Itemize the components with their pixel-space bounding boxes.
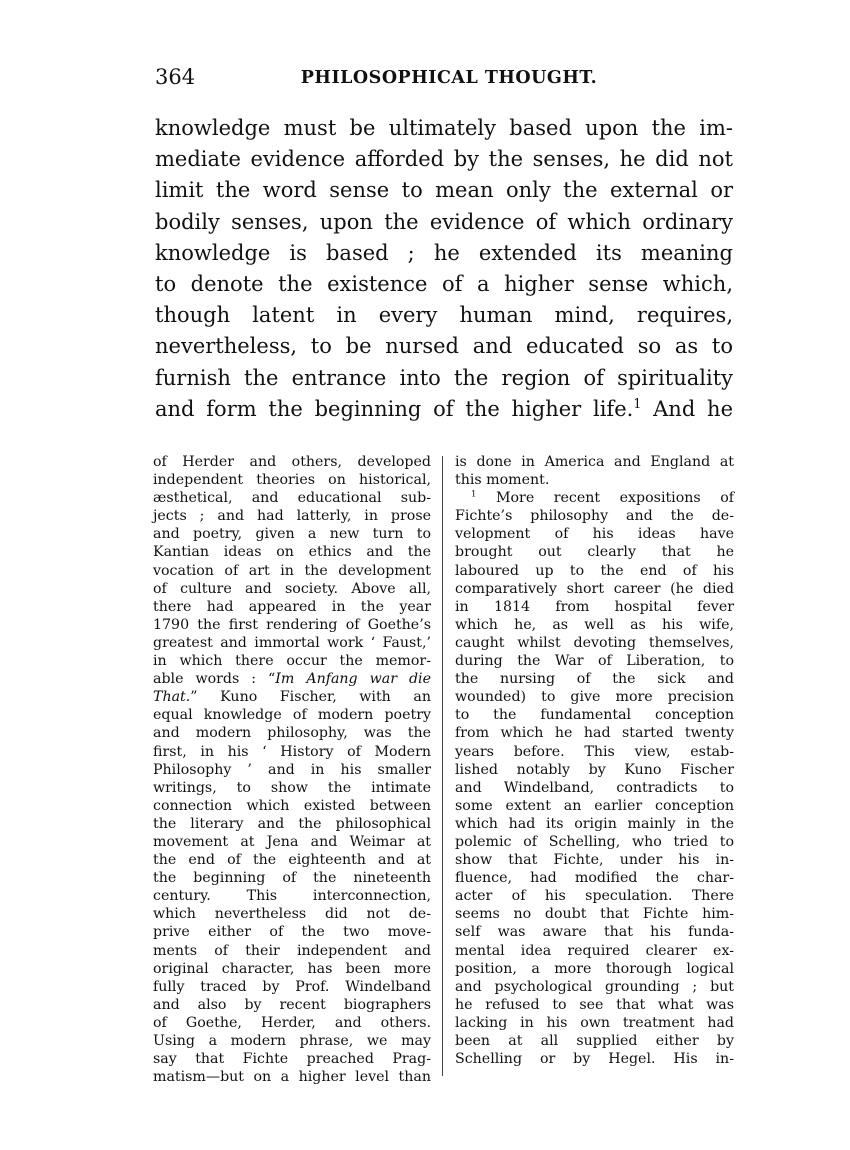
page-header	[155, 64, 733, 90]
footnote-line: some extent an earlier conception	[455, 797, 734, 814]
footnote-line: years before. This view, estab-	[455, 743, 734, 760]
footnote-line: connection which existed between	[153, 797, 431, 814]
footnote-line: 1790 the first rendering of Goethe’s	[153, 616, 431, 633]
main-text-line: bodily senses, upon the evidence of which ordinary	[155, 209, 733, 234]
footnote-line: Fichte’s philosophy and the de-	[455, 508, 734, 525]
footnote-line: he refused to see that what was	[455, 996, 734, 1013]
footnote-line: of Goethe, Herder, and others.	[153, 1014, 431, 1031]
footnote-line: during the War of Liberation, to	[455, 653, 734, 670]
footnote-line: Using a modern phrase, we may	[153, 1033, 431, 1049]
column-divider	[442, 456, 443, 1076]
footnote-line: independent theories on historical,	[153, 472, 431, 489]
page-number: 364	[155, 65, 196, 89]
footnote-line: the beginning of the nineteenth	[153, 870, 431, 887]
footnote-line: velopment of his ideas have	[455, 526, 734, 543]
footnote-line: the literary and the philosophical	[153, 815, 431, 832]
footnote-line: there had appeared in the year	[153, 598, 431, 615]
footnote-1-marker: 1	[471, 489, 477, 500]
footnote-line: which had its origin mainly in the	[455, 815, 734, 832]
main-text-line: though latent in every human mind, requires,	[155, 303, 733, 328]
footnote-quote-end-line	[153, 688, 431, 706]
footnote-line: which he, as well as his wife,	[455, 616, 734, 633]
quote-close: ”	[190, 689, 198, 706]
footnote-line: caught whilst devoting themselves,	[455, 634, 734, 651]
footnote-line: æsthetical, and educational sub-	[153, 490, 431, 507]
footnote-column-right	[455, 453, 734, 1068]
footnote-line: position, a more thorough logical	[455, 960, 734, 977]
footnote-line: wounded) to give more precision	[455, 689, 734, 706]
footnote-line: matism—but on a higher level than	[153, 1069, 431, 1086]
footnote-line: brought out clearly that he	[455, 544, 734, 561]
footnote-line: of culture and society. Above all,	[153, 580, 431, 597]
main-text-line: knowledge is based ; he extended its meaning	[155, 240, 733, 265]
footnote-line: polemic of Schelling, who tried to	[455, 833, 734, 850]
footnote-line: comparatively short career (he died	[455, 580, 734, 597]
footnote-line: lacking in his own treatment had	[455, 1014, 734, 1031]
footnote-line: in which there occur the memor-	[153, 653, 431, 670]
footnote-line: fully traced by Prof. Windelband	[153, 978, 431, 995]
footnote-line: original character, has been more	[153, 960, 431, 977]
footnote-line: More recent expositions of	[495, 490, 735, 507]
footnote-line: seems no doubt that Fichte him-	[455, 906, 734, 923]
footnote-reference: 1	[633, 395, 642, 411]
footnote-line: jects ; and had latterly, in prose	[153, 508, 431, 525]
footnote-line: writings, to show the intimate	[153, 779, 431, 796]
footnote-line: in 1814 from hospital fever	[455, 598, 734, 615]
footnote-line: of Herder and others, developed	[153, 454, 431, 470]
footnote-line: which nevertheless did not de-	[153, 906, 431, 923]
footnote-line: fluence, had modified the char-	[455, 870, 734, 887]
footnote-line: to the fundamental conception	[455, 707, 734, 724]
footnote-line: the end of the eighteenth and at	[153, 852, 431, 869]
main-text-line-tail: And he	[653, 396, 733, 421]
footnote-line: equal knowledge of modern poetry	[153, 707, 431, 724]
footnote-line: say that Fichte preached Prag-	[153, 1051, 431, 1068]
quote-prefix: able words : “	[153, 671, 276, 688]
footnote-1-first-line	[455, 489, 734, 507]
footnote-line: this moment.	[455, 472, 550, 489]
footnote-quote-line	[153, 670, 431, 688]
footnote-line: first, in his ‘ History of Modern	[153, 743, 431, 760]
footnote-line: and Windelband, contradicts to	[455, 779, 734, 796]
footnote-line: the nursing of the sick and	[455, 671, 734, 688]
footnote-line: acter of his speculation. There	[455, 888, 734, 905]
goethe-quote-part-1: Im Anfang war die	[275, 671, 431, 688]
main-text-last-line	[155, 394, 733, 425]
footnote-line: lished notably by Kuno Fischer	[455, 761, 734, 778]
main-text-line: knowledge must be ultimately based upon the im-	[155, 116, 733, 140]
footnote-line: is done in America and England at	[455, 454, 734, 470]
footnote-column-left	[153, 453, 431, 1086]
footnote-line: and poetry, given a new turn to	[153, 526, 431, 543]
footnote-line: from which he had started twenty	[455, 725, 734, 742]
footnote-line: show that Fichte, under his in-	[455, 852, 734, 869]
goethe-quote-part-2: That.	[153, 689, 191, 706]
footnote-line: greatest and immortal work ‘ Faust,’	[153, 634, 431, 651]
main-text-line: mediate evidence afforded by the senses, he did not	[155, 147, 733, 172]
footnote-line: movement at Jena and Weimar at	[153, 833, 431, 850]
running-head: PHILOSOPHICAL THOUGHT.	[300, 68, 598, 88]
footnote-line: and modern philosophy, was the	[153, 725, 431, 742]
footnote-line: been at all supplied either by	[455, 1033, 734, 1049]
footnote-line: century. This interconnection,	[153, 888, 431, 905]
footnote-line: Philosophy ’ and in his smaller	[153, 761, 431, 778]
footnote-line: Kantian ideas on ethics and the	[153, 544, 431, 561]
main-text	[155, 113, 733, 425]
footnote-line: self was aware that his funda-	[455, 924, 734, 941]
main-text-line: furnish the entrance into the region of spirituality	[155, 365, 733, 390]
main-text-line: nevertheless, to be nursed and educated so as to	[155, 334, 733, 359]
footnote-line: Schelling or by Hegel. His in-	[455, 1051, 734, 1068]
footnote-line: ments of their independent and	[153, 942, 431, 959]
quote-tail: Kuno Fischer, with an	[220, 689, 431, 706]
main-text-line: and form the beginning of the higher life.	[155, 396, 634, 421]
main-text-line: to denote the existence of a higher sense which,	[155, 272, 733, 297]
footnote-line: and psychological grounding ; but	[455, 978, 734, 995]
footnote-line: mental idea required clearer ex-	[455, 942, 734, 959]
footnote-line: and also by recent biographers	[153, 996, 431, 1013]
footnote-line: prive either of the two move-	[153, 924, 431, 941]
main-text-line: limit the word sense to mean only the external or	[155, 178, 733, 203]
footnote-line: laboured up to the end of his	[455, 562, 734, 579]
footnote-line: vocation of art in the development	[153, 562, 431, 579]
